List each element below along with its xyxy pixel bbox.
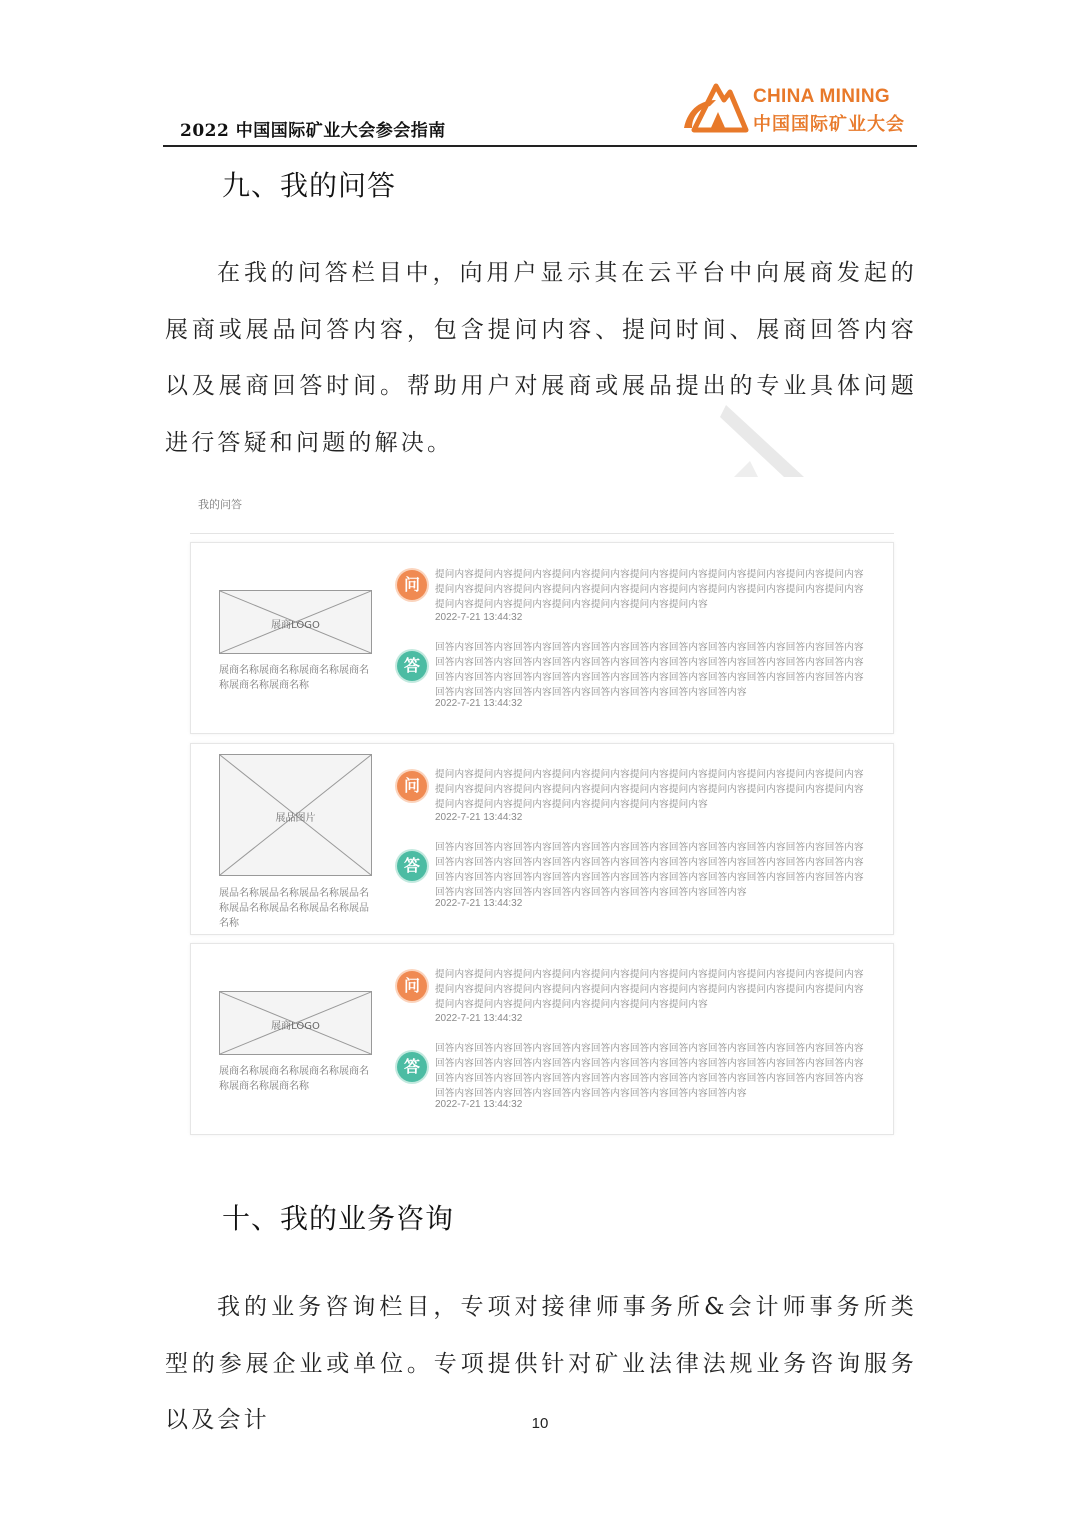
answer-text: 回答内容回答内容回答内容回答内容回答内容回答内容回答内容回答内容回答内容回答内容回答内容回答内容回答内容回答内容回答内容回答内容回答内容回答内容回答内容回答内容回答内容回答内容回答内容回答内容回答内容回答内容回答内容回答内容回答内容回答内容回答内容回答内容回答内容回答内容回答内容回答内容回答内容回答内容回答内容回答内容回答内容 [435,1043,864,1099]
section-heading-business-consulting: 十、我的业务咨询 [222,1202,455,1235]
header-divider [163,145,917,147]
answer-badge-icon: 答 [397,651,427,681]
question-text: 提问内容提问内容提问内容提问内容提问内容提问内容提问内容提问内容提问内容提问内容提问内容提问内容提问内容提问内容提问内容提问内容提问内容提问内容提问内容提问内容提问内容提问内容提问内容提问内容提问内容提问内容提问内容提问内容提问内容 [435,969,864,1010]
question-text: 提问内容提问内容提问内容提问内容提问内容提问内容提问内容提问内容提问内容提问内容提问内容提问内容提问内容提问内容提问内容提问内容提问内容提问内容提问内容提问内容提问内容提问内容提问内容提问内容提问内容提问内容提问内容提问内容提问内容 [435,769,864,810]
answer-badge-icon: 答 [397,1052,427,1082]
mock-page-title: 我的问答 [198,498,242,511]
page-number: 10 [531,1415,549,1432]
product-name[interactable]: 展品名称展品名称展品名称展品名称展品名称展品名称展品名称展品名称 [219,888,369,929]
question-text: 提问内容提问内容提问内容提问内容提问内容提问内容提问内容提问内容提问内容提问内容提问内容提问内容提问内容提问内容提问内容提问内容提问内容提问内容提问内容提问内容提问内容提问内容提问内容提问内容提问内容提问内容提问内容提问内容提问内容 [435,569,864,610]
question-time: 2022-7-21 13:44:32 [435,1013,523,1024]
logo-chinese-text: 中国国际矿业大会 [753,114,905,135]
question-time: 2022-7-21 13:44:32 [435,612,523,623]
answer-time: 2022-7-21 13:44:32 [435,1099,523,1110]
qa-card [190,943,894,1135]
question-badge-icon: 问 [397,570,427,600]
answer-text: 回答内容回答内容回答内容回答内容回答内容回答内容回答内容回答内容回答内容回答内容回答内容回答内容回答内容回答内容回答内容回答内容回答内容回答内容回答内容回答内容回答内容回答内容回答内容回答内容回答内容回答内容回答内容回答内容回答内容回答内容回答内容回答内容回答内容回答内容回答内容回答内容回答内容回答内容回答内容回答内容回答内容 [435,842,864,898]
section-paragraph-business-consulting: 我的业务咨询栏目，专项对接律师事务所&会计师事务所类型的参展企业或单位。专项提供针对矿业法律法规业务咨询服务以及会计 [165,1294,917,1433]
exhibitor-name[interactable]: 展商名称展商名称展商名称展商名称展商名称展商名称 [219,1066,369,1092]
answer-time: 2022-7-21 13:44:32 [435,698,523,709]
question-badge-icon: 问 [397,971,427,1001]
answer-text: 回答内容回答内容回答内容回答内容回答内容回答内容回答内容回答内容回答内容回答内容回答内容回答内容回答内容回答内容回答内容回答内容回答内容回答内容回答内容回答内容回答内容回答内容回答内容回答内容回答内容回答内容回答内容回答内容回答内容回答内容回答内容回答内容回答内容回答内容回答内容回答内容回答内容回答内容回答内容回答内容回答内容 [435,642,864,698]
placeholder-label: 展品图片 [275,813,316,824]
exhibitor-logo-placeholder [219,590,372,654]
my-qa-screenshot [190,490,894,1138]
product-image-placeholder [219,754,372,876]
placeholder-label: 展商LOGO [271,1021,320,1032]
exhibitor-logo-placeholder [219,991,372,1055]
answer-badge-icon: 答 [397,851,427,881]
placeholder-label: 展商LOGO [271,620,320,631]
answer-time: 2022-7-21 13:44:32 [435,898,523,909]
qa-card [190,743,894,935]
document-header-title: 2022 中国国际矿业大会参会指南 [180,121,446,141]
mock-title-divider [190,533,894,534]
section-paragraph-my-qa: 在我的问答栏目中，向用户显示其在云平台中向展商发起的展商或展品问答内容，包含提问内容、提问时间、展商回答内容以及展商回答时间。帮助用户对展商或展品提出的专业具体问题进行答疑和问题的解决。 [165,260,917,456]
question-time: 2022-7-21 13:44:32 [435,812,523,823]
qa-card [190,542,894,734]
logo-english-text: CHINA MINING [753,86,890,107]
china-mining-logo [680,78,910,138]
mountain-logo-icon [680,78,752,138]
question-badge-icon: 问 [397,771,427,801]
watermark-logo-icon [720,405,820,477]
section-heading-my-qa: 九、我的问答 [222,169,397,202]
exhibitor-name[interactable]: 展商名称展商名称展商名称展商名称展商名称展商名称 [219,665,369,691]
